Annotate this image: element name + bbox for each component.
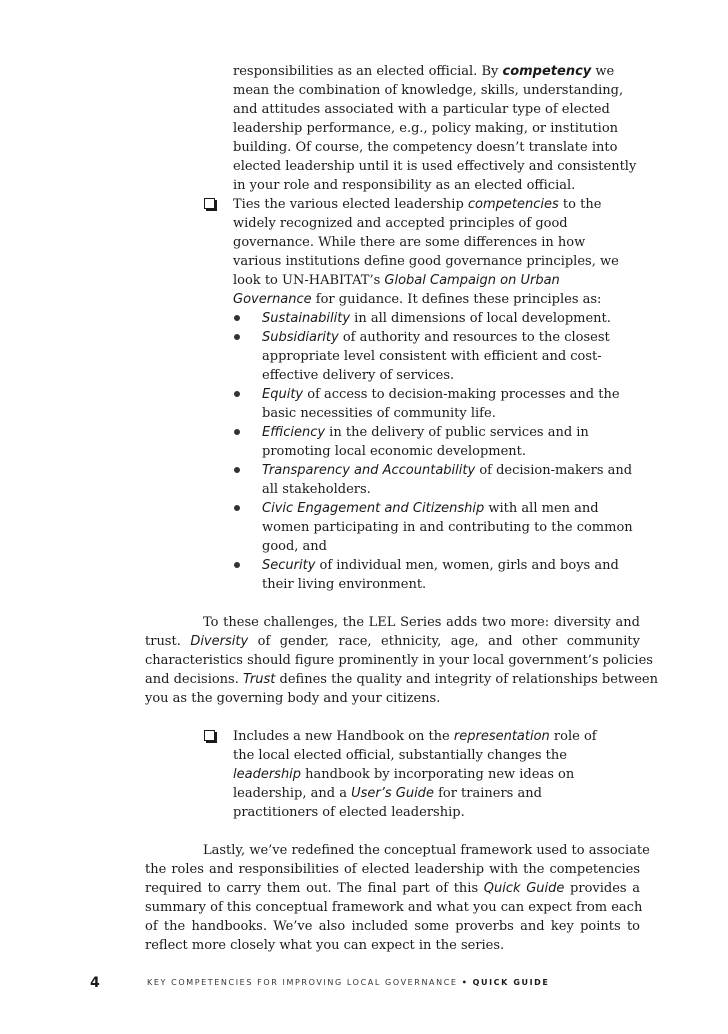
text-line: good, and — [262, 539, 328, 554]
text-line: the local elected official, substantially changes the — [233, 748, 567, 763]
paragraph-line: the roles and responsibilities of elected leadership with the competencies — [145, 862, 640, 877]
text-line: practitioners of elected leadership. — [233, 805, 465, 820]
text-line: mean the combination of knowledge, skills, understanding, — [233, 83, 624, 98]
footer-subtitle: QUICK GUIDE — [472, 978, 550, 987]
running-footer — [147, 978, 549, 987]
text-line: leadership handbook by incorporating new ideas on — [233, 767, 575, 782]
text-line: Includes a new Handbook on the representation role of — [233, 729, 597, 744]
list-item: Sustainability in all dimensions of local development. — [262, 311, 611, 326]
footer-title: KEY COMPETENCIES FOR IMPROVING LOCAL GOVERNANCE — [147, 978, 458, 987]
footer-separator: • — [461, 978, 469, 987]
text-line: look to UN-HABITAT’s Global Campaign on Urban — [233, 273, 560, 288]
list-item: Efficiency in the delivery of public services and in — [262, 425, 589, 440]
paragraph-line: of the handbooks. We’ve also included some proverbs and key points to — [145, 919, 640, 934]
page-number: 4 — [90, 975, 100, 991]
list-item: Civic Engagement and Citizenship with all men and — [262, 501, 599, 516]
text-line: leadership, and a User’s Guide for trainers and — [233, 786, 542, 801]
text-line: promoting local economic development. — [262, 444, 527, 459]
text-line: all stakeholders. — [262, 482, 371, 497]
paragraph-line: trust. Diversity of gender, race, ethnicity, age, and other community — [145, 634, 640, 649]
list-item: Subsidiarity of authority and resources to the closest — [262, 330, 610, 345]
bullet-dot-icon — [234, 429, 240, 435]
text-line: in your role and responsibility as an elected official. — [233, 178, 576, 193]
text-line: elected leadership until it is used effectively and consistently — [233, 159, 637, 174]
paragraph-line: reflect more closely what you can expect in the series. — [145, 938, 505, 953]
text-line: Governance for guidance. It defines these principles as: — [233, 292, 602, 307]
text-line: effective delivery of services. — [262, 368, 455, 383]
paragraph-line: summary of this conceptual framework and what you can expect from each — [145, 900, 643, 915]
bullet-dot-icon — [234, 562, 240, 568]
text-line: various institutions define good governance principles, we — [233, 254, 619, 269]
list-item: Security of individual men, women, girls and boys and — [262, 558, 619, 573]
text-line: building. Of course, the competency doesn’t translate into — [233, 140, 618, 155]
text-line: leadership performance, e.g., policy making, or institution — [233, 121, 619, 136]
paragraph-line: Lastly, we’ve redefined the conceptual framework used to associate — [203, 843, 650, 858]
list-item: Transparency and Accountability of decision-makers and — [262, 463, 633, 478]
paragraph-line: characteristics should figure prominently in your local government’s policies — [145, 653, 653, 668]
paragraph-line: required to carry them out. The final part of this Quick Guide provides a — [145, 881, 640, 896]
text-line: their living environment. — [262, 577, 427, 592]
text-line: responsibilities as an elected official. By competency we — [233, 64, 615, 79]
text-line: Ties the various elected leadership competencies to the — [233, 197, 602, 212]
text-line: women participating in and contributing to the common — [262, 520, 633, 535]
checkbox-bullet-icon — [204, 198, 215, 209]
bullet-dot-icon — [234, 391, 240, 397]
bullet-dot-icon — [234, 315, 240, 321]
text-line: basic necessities of community life. — [262, 406, 496, 421]
text-line: appropriate level consistent with efficient and cost- — [262, 349, 602, 364]
paragraph-line: To these challenges, the LEL Series adds two more: diversity and — [203, 615, 640, 630]
paragraph-line: and decisions. Trust defines the quality and integrity of relationships between — [145, 672, 659, 687]
bullet-dot-icon — [234, 467, 240, 473]
checkbox-bullet-icon — [204, 730, 215, 741]
list-item: Equity of access to decision-making processes and the — [262, 387, 620, 402]
text-line: widely recognized and accepted principles of good — [233, 216, 568, 231]
paragraph-line: you as the governing body and your citizens. — [145, 691, 441, 706]
bullet-dot-icon — [234, 505, 240, 511]
text-line: and attitudes associated with a particular type of elected — [233, 102, 610, 117]
text-line: governance. While there are some differences in how — [233, 235, 586, 250]
bullet-dot-icon — [234, 334, 240, 340]
